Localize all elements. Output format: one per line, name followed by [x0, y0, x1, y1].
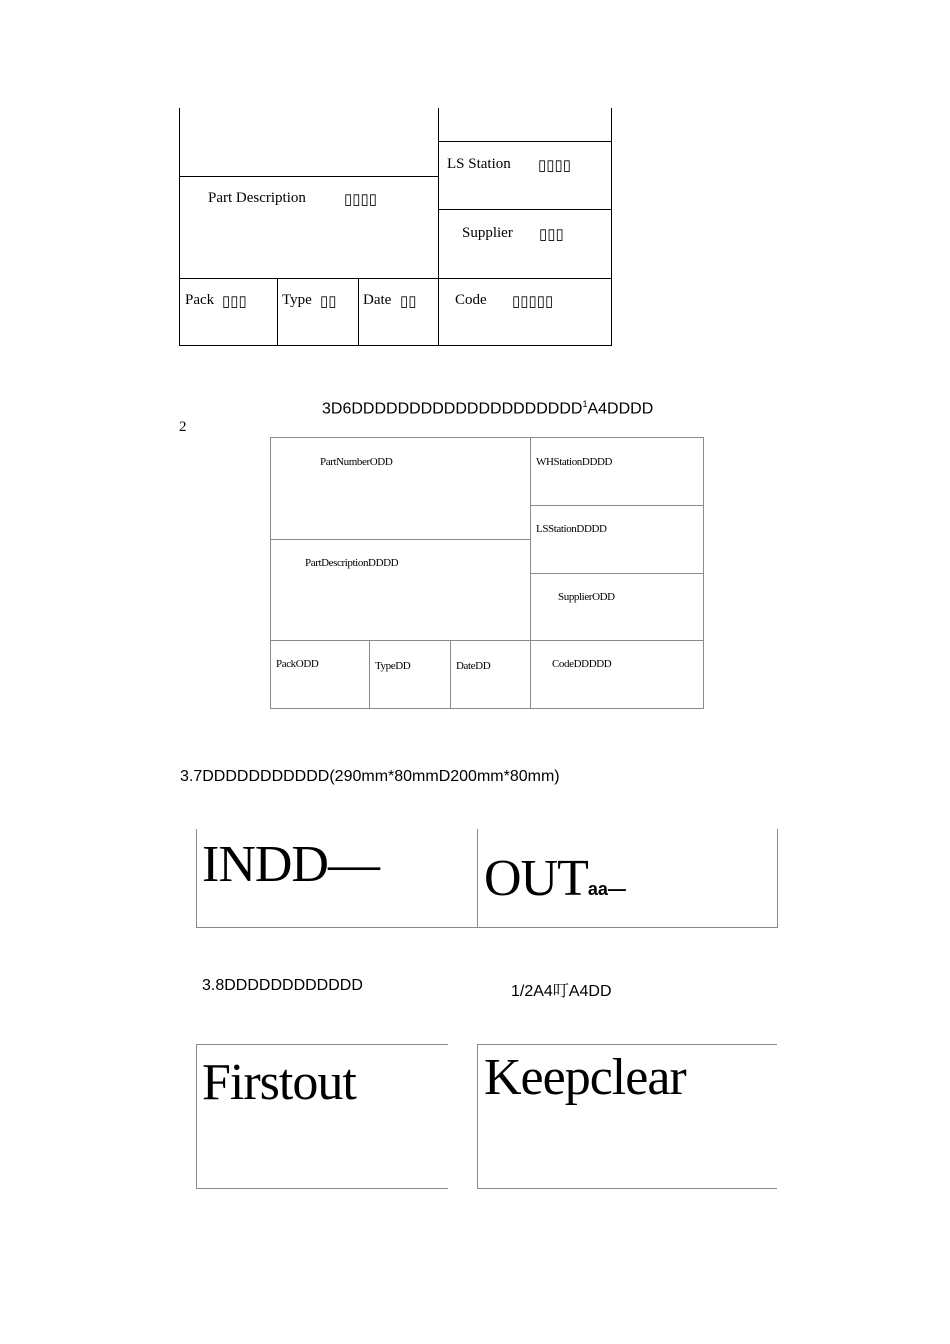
part-description-label: Part Description: [208, 190, 306, 206]
out-sign: [484, 849, 626, 908]
section-heading-label-spec: [322, 399, 653, 418]
ls-station-cn: ▯▯▯▯: [538, 158, 572, 174]
ls-station-cell: LSStationDDDD: [536, 523, 607, 535]
ls-station-label: LS Station: [447, 156, 511, 172]
section-3-8-heading: 3.8DDDDDDDDDDDD: [202, 977, 363, 994]
type-cn: ▯▯: [320, 294, 337, 310]
date-label: Date: [363, 292, 392, 308]
supplier-cell: SupplierODD: [558, 591, 615, 603]
out-sign-suffix: aa—: [587, 879, 626, 899]
in-sign-text: INDD—: [202, 836, 379, 893]
heading-superscript: 1: [582, 399, 588, 409]
code-cn: ▯▯▯▯▯: [512, 294, 554, 310]
code-label: Code: [455, 292, 487, 308]
supplier-cn: ▯▯▯: [539, 227, 564, 243]
first-out-sign-text: Firstout: [202, 1054, 356, 1111]
wh-station-cell: WHStationDDDD: [536, 456, 613, 468]
pack-cn: ▯▯▯: [222, 294, 247, 310]
date-cn: ▯▯: [400, 294, 417, 310]
part-description-cell: PartDescriptionDDDD: [305, 557, 399, 569]
supplier-label: Supplier: [462, 225, 513, 241]
part-number-cell: PartNumberODD: [320, 456, 393, 468]
keep-clear-sign-text: Keepclear: [484, 1049, 686, 1106]
pack-cell: PackODD: [276, 658, 319, 670]
section-number: 2: [179, 419, 187, 435]
code-cell: CodeDDDDD: [552, 658, 612, 670]
type-cell: TypeDD: [375, 660, 411, 672]
part-description-cn: ▯▯▯▯: [344, 192, 378, 208]
type-label: Type: [282, 292, 312, 308]
heading-text: 3D6DDDDDDDDDDDDDDDDDDDD: [322, 400, 583, 418]
heading-tail: A4DDDD: [587, 400, 654, 418]
section-3-7-heading: 3.7DDDDDDDDDDD(290mm*80mmD200mm*80mm): [180, 768, 560, 785]
size-note: 1/2A4叮A4DD: [511, 983, 612, 1000]
pack-label: Pack: [185, 292, 215, 308]
date-cell: DateDD: [456, 660, 491, 672]
out-sign-text: OUT: [484, 850, 588, 907]
